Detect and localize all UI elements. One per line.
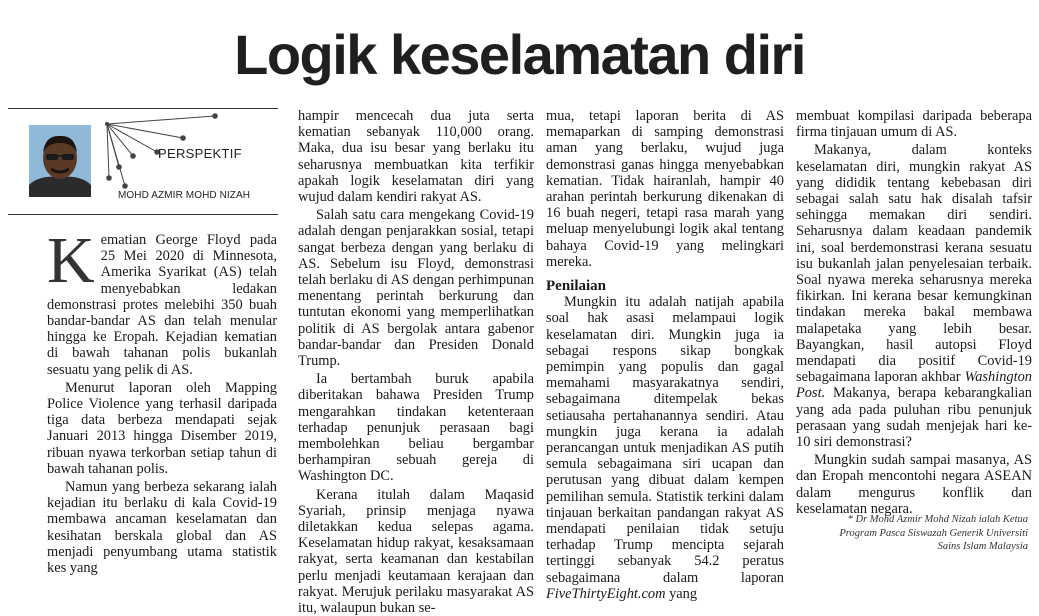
section-label: PERSPEKTIF	[158, 146, 242, 161]
article-column-3	[546, 108, 784, 602]
source-name: Washington Post.	[796, 369, 1032, 402]
source-name: FiveThirtyEight.com	[546, 585, 666, 602]
footnote-line: Program Pasca Siswazah Generik Universiti	[839, 527, 1028, 539]
paragraph-text: ematian George Floyd pada 25 Mei 2020 di Minnesota, Amerika Syarikat (AS) telah menyebabkan ledakan demonstrasi protes melebihi 350 buah bandar-bandar AS dan telah menular hingga ke Eropah. Kejadian kematian di bawah tahanan polis bukanlah sesuatu yang pelik di AS.	[47, 232, 277, 378]
paragraph	[546, 294, 784, 602]
paragraph: Ia bertambah buruk apabila diberitakan bahawa Presiden Trump mengarahkan tindakan ketenteraan terhadap penunjuk perasaan bagi membolehkan beliau bergambar berhampiran sebuah gereja di Washington DC.	[298, 371, 534, 485]
article-column-2	[298, 108, 534, 616]
paragraph	[47, 224, 277, 378]
paragraph: Mungkin sudah sampai masanya, AS dan Eropah mencontohi negara ASEAN dalam mengurus konflik dan keselamatan negara.	[796, 452, 1032, 517]
paragraph: hampir mencecah dua juta serta kematian sebanyak 110,000 orang. Maka, dua isu besar yang berlaku itu seharusnya membuatkan kita terfikir apakah logik keselamatan diri yang wujud dalam kendiri rakyat AS.	[298, 108, 534, 206]
byline-top-rule	[8, 108, 278, 109]
drop-cap: K	[47, 224, 95, 297]
footnote-line: * Dr Mohd Azmir Mohd Nizah ialah Ketua	[847, 514, 1028, 525]
article-column-4	[796, 108, 1032, 517]
article-column-1	[47, 224, 277, 577]
headline: Logik keselamatan diri	[234, 23, 805, 86]
paragraph-text: Mungkin itu adalah natijah apabila soal hak asasi melampaui logik keselamatan diri. Mungkin juga ia sebagai respons sikap bongkak pemimpin yang populis dan gagal memahami masyarakatnya sendiri, sebagaimana ditempelak bekas setiausaha pertahanannya sendiri. Atau mungkin juga kerana ia adalah perancangan untuk menjadikan AS putih semula sebagaimana siri ucapan dan perutusan yang dibuat dalam kempen pemilihan semula. Statistik terkini dalam tinjauan berkaitan pandangan rakyat AS mendapati penilaian tidak setuju terhadap Trump mencipta sejarah tertinggi sebanyak 54.2 peratus sebagaimana dalam laporan	[546, 294, 784, 586]
paragraph: Salah satu cara mengekang Covid-19 adalah dengan penjarakkan sosial, tetapi sangat berbeza dengan yang berlaku di AS. Sebelum isu Floyd, demonstrasi telah berlaku di AS dengan perhimpunan menentang perintah berkurung dan tuntutan ekonomi yang memperlihatkan politik di AS bergolak antara gabenor bandar-bandar dan Presiden Donald Trump.	[298, 207, 534, 370]
author-name: MOHD AZMIR MOHD NIZAH	[118, 190, 251, 201]
paragraph: Menurut laporan oleh Mapping Police Violence yang terhasil daripada tiga data berbeza mendapati sejak Januari 2013 hingga Disember 2019, ribuan nyawa terkorban setiap tahun di bawah tahanan polis.	[47, 379, 277, 477]
byline-bottom-rule	[8, 214, 278, 215]
footnote-line: Sains Islam Malaysia	[937, 541, 1028, 552]
paragraph-text: Makanya, berapa kebarangkalian yang ada pada puluhan ribu penunjuk perasaan yang sudah menjejak hari ke-10 siri demonstrasi?	[796, 385, 1032, 451]
paragraph: membuat kompilasi daripada beberapa firma tinjauan umum di AS.	[796, 108, 1032, 141]
paragraph: mua, tetapi laporan berita di AS memaparkan di samping demonstrasi aman yang berlaku, wujud juga demonstrasi ganas hingga menyebabkan kematian. Tidak hairanlah, hampir 40 arahan perintah berkurung dikenakan di 16 buah negeri, tetapi rasa marah yang meluap menyelubungi logik akal tentang bahaya Covid-19 yang melingkari mereka.	[546, 108, 784, 270]
author-footnote	[800, 513, 1028, 554]
paragraph-text: Makanya, dalam konteks keselamatan diri, mungkin rakyat AS yang dididik tentang kebebasan diri sebagai salah satu hak disalah tafsir sehingga memakan diri sendiri. Seharusnya dalam keadaan pandemik ini, soal berdemonstrasi kerana sesuatu isu bukanlah jalan penyelesaian terbaik. Soal nyawa mereka seharusnya mereka fikirkan. Ini kerana besar kemungkinan tindakan mereka bakal membawa malapetaka yang lebih besar. Bayangkan, hasil autopsi Floyd mendapati dia positif Covid-19 sebagaimana laporan akhbar	[796, 142, 1032, 386]
paragraph	[796, 142, 1032, 450]
subheading: Penilaian	[546, 278, 607, 295]
author-photo	[29, 125, 91, 197]
paragraph: Kerana itulah dalam Maqasid Syariah, prinsip menjaga nyawa diletakkan kedua selepas agama. Keselamatan hidup rakyat, kesaksamaan rakyat, serta keamanan dan kestabilan perlu menjadi keutamaan kerajaan dan rakyat. Merujuk perilaku masyarakat AS itu, walaupun bukan se-	[298, 486, 534, 616]
paragraph-text: yang	[665, 585, 698, 602]
paragraph: Namun yang berbeza sekarang ialah kejadian itu berlaku di kala Covid-19 membawa ancaman keselamatan dan kesihatan berskala global dan AS menjadi penyumbang utama statistik kes yang	[47, 479, 277, 577]
